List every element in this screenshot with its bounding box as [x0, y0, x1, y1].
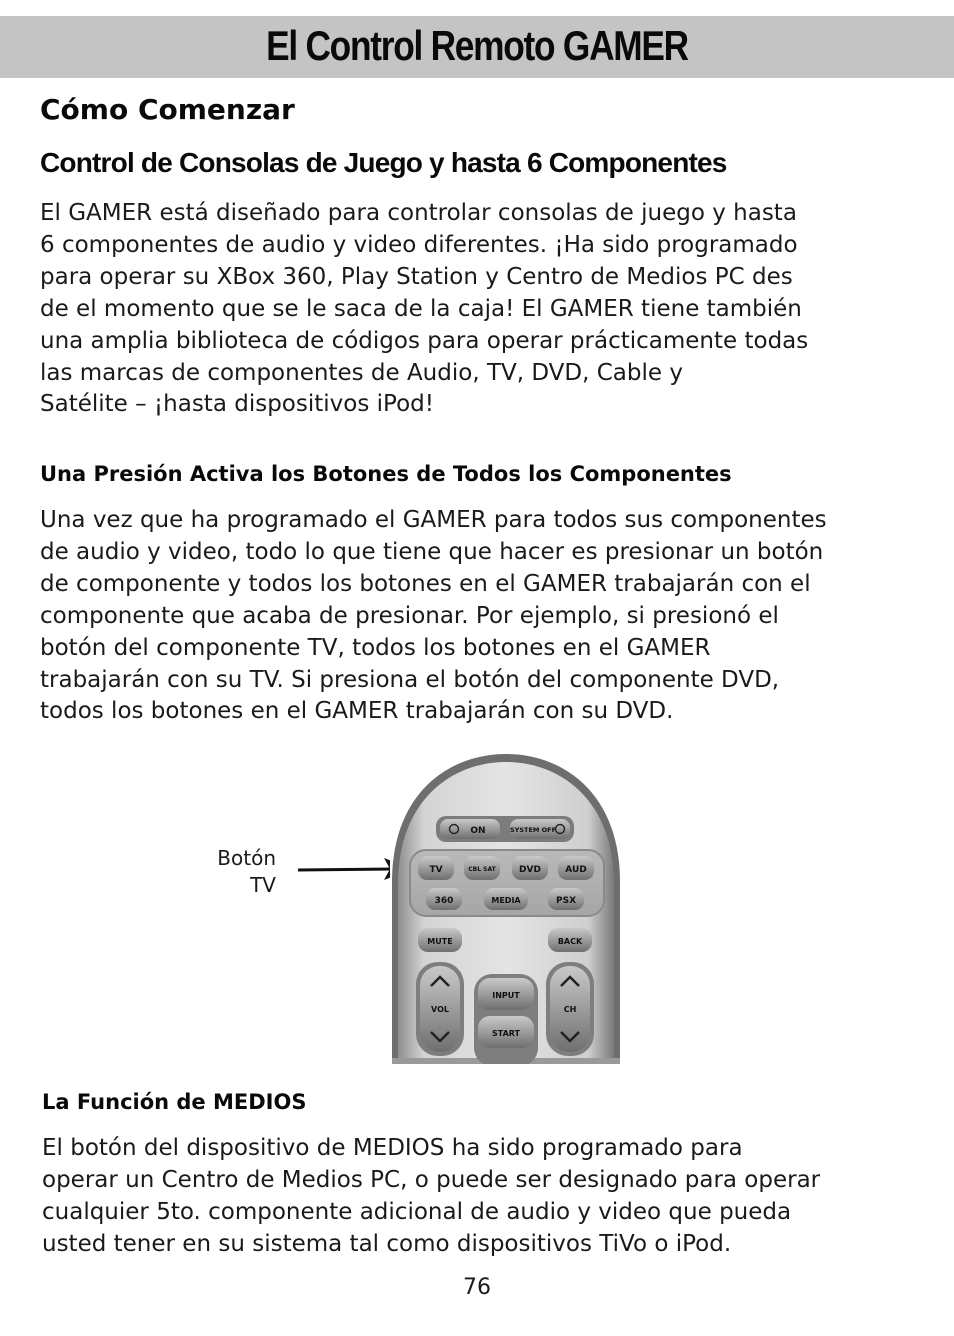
text-line: las marcas de componentes de Audio, TV, DVD, Cable y: [40, 359, 683, 386]
text-line: para operar su XBox 360, Play Station y Centro de Medios PC des: [40, 263, 793, 290]
text-line: de componente y todos los botones en el GAMER trabajarán con el: [40, 570, 811, 597]
back-label: BACK: [557, 937, 583, 946]
text-line: usted tener en su sistema tal como dispositivos TiVo o iPod.: [42, 1230, 732, 1257]
page-number: 76: [463, 1275, 491, 1300]
input-label: INPUT: [492, 991, 520, 1000]
one-press-heading: Una Presión Activa los Botones de Todos los Componentes: [40, 462, 732, 486]
start-label: START: [491, 1029, 521, 1038]
text-line: botón del componente TV, todos los botones en el GAMER: [40, 634, 711, 661]
text-line: una amplia biblioteca de códigos para operar prácticamente todas: [40, 327, 809, 354]
text-line: de audio y video, todo lo que tiene que hacer es presionar un botón: [40, 538, 824, 565]
on-label: ON: [470, 826, 486, 836]
psx-label: PSX: [555, 896, 577, 906]
section-heading: Cómo Comenzar: [40, 93, 295, 126]
subsection-heading: Control de Consolas de Juego y hasta 6 Componentes: [40, 147, 727, 178]
360-label: 360: [434, 896, 454, 906]
mute-label: MUTE: [427, 937, 453, 946]
callout-line: TV: [250, 873, 276, 897]
cbl-sat-label: CBL SAT: [468, 866, 496, 873]
aud-label: AUD: [565, 865, 587, 875]
text-line: de el momento que se le saca de la caja! El GAMER tiene también: [40, 295, 802, 322]
one-press-paragraph: [40, 505, 920, 728]
text-line: todos los botones en el GAMER trabajarán con su DVD.: [40, 698, 674, 725]
text-line: Satélite – ¡hasta dispositivos iPod!: [40, 391, 434, 418]
media-paragraph: [42, 1133, 922, 1261]
text-line: componente que acaba de presionar. Por ejemplo, si presionó el: [40, 602, 779, 629]
intro-paragraph: [40, 198, 920, 421]
text-line: cualquier 5to. componente adicional de audio y video que pueda: [42, 1198, 792, 1225]
text-line: trabajarán con su TV. Si presiona el botón del componente DVD,: [40, 666, 780, 693]
system-off-label: SYSTEM OFF: [509, 826, 557, 834]
tv-button-callout: [190, 845, 276, 899]
text-line: operar un Centro de Medios PC, o puede ser designado para operar: [42, 1166, 821, 1193]
media-label: MEDIA: [491, 896, 521, 905]
text-line: 6 componentes de audio y video diferentes. ¡Ha sido programado: [40, 231, 798, 258]
vol-label: VOL: [431, 1005, 449, 1014]
text-line: Una vez que ha programado el GAMER para todos sus componentes: [40, 507, 827, 533]
remote-control-image: [390, 752, 622, 1064]
dvd-label: DVD: [519, 865, 541, 875]
text-line: El GAMER está diseñado para controlar consolas de juego y hasta: [40, 200, 797, 226]
page-title: El Control Remoto GAMER: [266, 22, 688, 69]
text-line: El botón del dispositivo de MEDIOS ha sido programado para: [42, 1135, 743, 1161]
tv-label: TV: [429, 865, 443, 875]
media-heading: La Función de MEDIOS: [42, 1090, 307, 1114]
ch-label: CH: [563, 1005, 577, 1014]
callout-line: Botón: [217, 846, 276, 870]
